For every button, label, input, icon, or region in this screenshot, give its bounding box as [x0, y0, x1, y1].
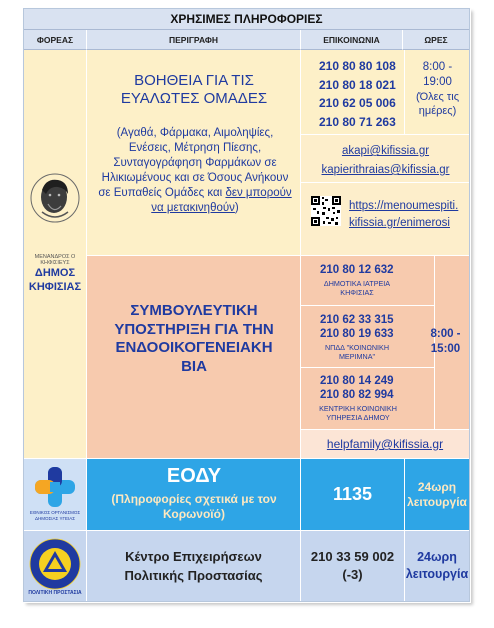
header-hours: ΩΡΕΣ: [402, 30, 469, 50]
row2-description-cell: [86, 255, 300, 458]
row1-emails-cell: [300, 134, 469, 182]
eody-logo-text: [24, 510, 86, 522]
row2-block2-label-2: ΜΕΡΙΜΝΑ": [338, 352, 376, 361]
row2-block2-phones: [320, 313, 394, 341]
row4-phone-cell: [300, 530, 404, 601]
row1-hours: [405, 60, 470, 118]
eody-logo-text-2: ΔΗΜΟΣΙΑΣ ΥΓΕΙΑΣ: [34, 516, 75, 521]
row1-url[interactable]: [349, 198, 458, 232]
row1-url-1[interactable]: https://menoumespiti.: [349, 200, 459, 212]
row1-description-end: ): [234, 202, 239, 214]
info-table: [23, 8, 470, 602]
row1-description-cell: [86, 50, 300, 255]
row2-email[interactable]: helpfamily@kifissia.gr: [326, 437, 444, 451]
municipality-name: [24, 266, 86, 294]
row4-phone-1: 210 33 59 002: [310, 549, 395, 564]
row1-url-2[interactable]: kifissia.gr/enimerosi: [349, 217, 450, 229]
row2-block2: [300, 305, 434, 367]
civil-protection-logo-icon: [29, 538, 81, 590]
row2-block3-phones: [320, 374, 394, 402]
row2-block2-phone-2: 210 80 19 633: [320, 328, 394, 340]
row2-hours: [422, 327, 469, 357]
row2-block2-label-1: ΝΠΔΔ "ΚΟΙΝΩΝΙΚΗ: [324, 343, 390, 352]
row2-title: ΣΥΜΒΟΥΛΕΥΤΙΚΗ ΥΠΟΣΤΗΡΙΞΗ ΓΙΑ ΤΗΝ ΕΝΔΟΟΙΚΟΓΕΝΕΙΑΚΗ ΒΙΑ: [114, 302, 274, 375]
row2-block2-label: [301, 343, 413, 361]
row2-block1: [300, 255, 434, 305]
row2-hours-2: 15:00: [430, 343, 461, 355]
row1-web-cell: [300, 182, 469, 255]
row4-logo-cell: [24, 530, 86, 601]
row1-email-2[interactable]: kapierithraias@kifissia.gr: [321, 164, 450, 176]
header-contact: ΕΠΙΚΟΙΝΩΝΙΑ: [300, 30, 402, 50]
row4-hours-2: λειτουργία: [405, 567, 469, 581]
row2-hours-1: 8:00 -: [430, 328, 461, 340]
municipality-cell: [24, 50, 86, 458]
row1-hours-1: 8:00 -: [422, 61, 453, 73]
row1-description-text: (Αγαθά, Φάρμακα, Αιμοληψίες, Ενέσεις, Μέτρηση Πίεσης, Συνταγογράφηση Φαρμάκων σε Ηλικιωμένους και σε Όσους Ανήκουν σε Ευπαθείς Ομάδες και: [98, 127, 289, 199]
row4-description-cell: [86, 530, 300, 601]
row1-emails: [301, 142, 470, 180]
row2-block1-phone: 210 80 12 632: [320, 264, 394, 276]
row1-phones-cell: [300, 50, 404, 134]
row2-block3: [300, 367, 434, 429]
row2-block1-label: [301, 279, 413, 297]
row1-hours-note: (Όλες τις ημέρες): [415, 91, 460, 117]
row2-block1-label-2: ΚΗΦΙΣΙΑΣ: [340, 288, 374, 297]
row1-phone-list: [319, 57, 396, 131]
eody-logo-icon: [33, 465, 77, 509]
row3-description-cell: [86, 458, 300, 530]
municipality-line-2: ΚΗΦΙΣΙΑΣ: [28, 281, 82, 293]
row2-block3-label-2: ΥΠΗΡΕΣΙΑ ΔΗΜΟΥ: [326, 413, 390, 422]
row4-title-2: Πολιτικής Προστασίας: [124, 568, 263, 583]
row3-logo-cell: [24, 458, 86, 530]
row2-block3-label: [301, 404, 415, 422]
row2-email-cell: [300, 429, 469, 458]
row4-hours-cell: [404, 530, 469, 601]
row2-block3-phone-1: 210 80 14 249: [320, 375, 394, 387]
header-agency: ΦΟΡΕΑΣ: [24, 30, 86, 50]
row3-title: ΕΟΔΥ: [166, 465, 222, 487]
row4-phone-2: (-3): [342, 567, 363, 582]
municipality-seal: [28, 170, 82, 258]
row3-subtitle: (Πληροφορίες σχετικά με τον Κορωνοϊό): [111, 492, 277, 521]
row1-description: [95, 126, 295, 216]
row3-hours-2: λειτουργία: [407, 494, 467, 509]
row1-email-1[interactable]: akapi@kifissia.gr: [341, 145, 430, 157]
menandros-head-icon: [28, 170, 82, 258]
row2-block3-phone-2: 210 80 82 994: [320, 389, 394, 401]
qr-code-icon[interactable]: [311, 196, 341, 226]
row2-block3-label-1: ΚΕΝΤΡΙΚΗ ΚΟΙΝΩΝΙΚΗ: [319, 404, 397, 413]
civil-protection-logo-text: ΠΟΛΙΤΙΚΗ ΠΡΟΣΤΑΣΙΑ: [28, 590, 82, 596]
row1-phone-3: 210 62 05 006: [319, 96, 396, 110]
row3-hours: [404, 458, 469, 530]
row1-description-underlined: δεν μπορούν να μετακινηθούν: [151, 187, 292, 214]
row4-title-1: Κέντρο Επιχειρήσεων: [125, 549, 262, 564]
row2-block1-label-1: ΔΗΜΟΤΙΚΑ ΙΑΤΡΕΙΑ: [323, 279, 391, 288]
row3-hours-1: 24ωρη: [417, 479, 457, 494]
header-description: ΠΕΡΙΓΡΑΦΗ: [86, 30, 300, 50]
row1-hours-cell: [404, 50, 469, 134]
row1-phone-1: 210 80 80 108: [319, 59, 396, 73]
row3-phone: 1135: [300, 458, 404, 530]
row1-phone-4: 210 80 71 263: [319, 114, 396, 129]
municipality-line-1: ΔΗΜΟΣ: [34, 267, 76, 279]
seal-caption: ΜΕΝΑΝΔΡΟΣ Ο ΚΗΦΙΣΙΕΥΣ: [34, 254, 76, 266]
row1-title: ΒΟΗΘΕΙΑ ΓΙΑ ΤΙΣ ΕΥΑΛΩΤΕΣ ΟΜΑΔΕΣ: [120, 72, 268, 107]
row1-phone-2: 210 80 18 021: [319, 77, 396, 92]
eody-logo-text-1: ΕΘΝΙΚΟΣ ΟΡΓΑΝΙΣΜΟΣ: [29, 510, 81, 515]
row2-block2-phone-1: 210 62 33 315: [320, 314, 394, 326]
table-title: ΧΡΗΣΙΜΕΣ ΠΛΗΡΟΦΟΡΙΕΣ: [24, 9, 469, 30]
row1-hours-2: 19:00: [423, 76, 452, 88]
row4-hours-1: 24ωρη: [417, 550, 457, 564]
